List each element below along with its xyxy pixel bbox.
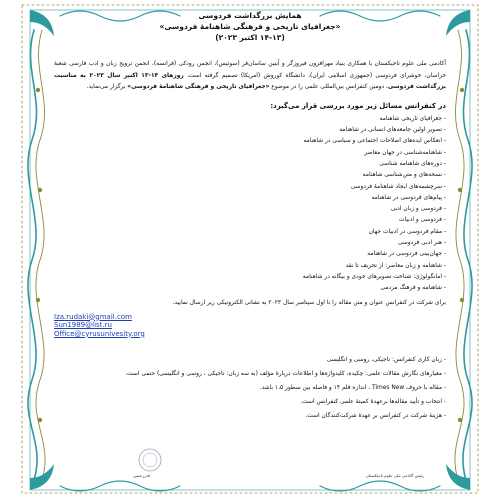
announcement <box>54 10 446 484</box>
intro-dates: روزهای ۱۴-۱۳ اکتبر سال ۲۰۲۳ به مناسبت بزرگداشت فردوسی <box>54 72 446 91</box>
topic-item: - شاهنامه‌شناسی در جهان معاصر <box>54 148 446 159</box>
email-link-rudaki[interactable]: Iza.rudaki@gmail.com <box>54 312 132 321</box>
topic-item: - شاهنامه و زبان معاصر: از تحریف تا نقد <box>54 261 446 272</box>
topic-item: - تصویر اولین جامعه‌های انسانی در شاهنامه <box>54 125 446 136</box>
intro-paragraph <box>54 59 446 94</box>
detail-item: - هزینۀ شرکت در کنفرانس بر عهدۀ شرکت‌کنندگان است. <box>54 410 446 424</box>
contact-emails <box>54 313 446 339</box>
topic-item: - پیام‌های فردوسی در شاهنامه <box>54 193 446 204</box>
detail-item: - انتخاب و تأیید مقاله‌ها برعهدۀ کمیتۀ علمی کنفرانس است. <box>54 396 446 410</box>
topic-item: - سرچشمه‌های ایجاد شاهنامۀ فردوسی <box>54 182 446 193</box>
submission-note: برای شرکت در کنفرانس عنوان و متن مقاله را تا اول سپتامبر سال ۲۰۲۳ به نشانی الکترونیکی زیر ارسال نمایید. <box>172 299 446 306</box>
conference-details <box>54 354 446 423</box>
topics-list <box>54 114 446 295</box>
conference-heading <box>54 10 446 43</box>
signatures <box>54 470 446 484</box>
topic-item: - هنر ادبی فردوسی <box>54 238 446 249</box>
intro-part-3: برگزار می‌نماید. <box>86 84 128 91</box>
topic-item: - جهان‌بینی فردوسی در شاهنامه <box>54 249 446 260</box>
detail-item: - زبان کاری کنفرانس: تاجیکی، روسی و انگلیسی <box>54 354 446 368</box>
email-link-office[interactable]: Office@cyrusunivesity.org <box>54 329 145 338</box>
heading-line-2: «جغرافیای تاریخی و فرهنگی شاهنامۀ فردوسی» <box>159 22 341 31</box>
signature-name: قدر‌رحیمی <box>132 473 150 478</box>
topic-item: - امانگولوژی: شناخت تصویرهای خودی و بیگانه در شاهنامه <box>54 272 446 283</box>
intro-part-2: ، دومین کنفرانس بین‌المللی علمی را در موضوع <box>269 84 388 91</box>
topic-item: - جغرافیای تاریخی شاهنامه <box>54 114 446 125</box>
topic-item: - شاهنامه و فرهنگ مردمی <box>54 283 446 294</box>
intro-part-1: آکادمی ملی علوم تاجیکستان با همکاری بنیاد مهرافزون فیروزگر و آیتین ساسان‌فر (سوئیس)، انجمن رودکی (فرانسه)، انجمن ترویج زبان و ادب فارسی شعبۀ خراسان، خوشرای فردوسی (جمهوری اسلامی ایران)، دانشگاه کوروش (امریکا) تصمیم گرفته است، <box>54 61 446 79</box>
topic-item: - فردوسی و زبان ادبی <box>54 204 446 215</box>
heading-dates: (۱۴-۱۳ اکتبر ۲۰۲۳) <box>215 33 285 42</box>
heading-line-1: همایش بزرگداشت فردوسی <box>198 11 302 20</box>
detail-item: - معیارهای نگارش مقالات علمی: چکیده، کلیدواژه‌ها و اطلاعات دربارۀ مؤلف (به سه زبان: تاجیکی ، روسی و انگلیسی) حتمی است. <box>54 368 446 382</box>
topic-item: - فردوسی و ادبیات <box>54 215 446 226</box>
detail-item: - مقاله با حروف Times New ، اندازه قلم ۱۴ و فاصله بین سطور ۱،۵ باشد. <box>54 382 446 396</box>
topic-item: - نسخه‌های و متن‌شناسی شاهنامه <box>54 170 446 181</box>
topics-heading: در کنفرانس مسائل زیر مورد بررسی قرار می‌گیرد: <box>270 101 446 110</box>
topic-item: - مقام فردوسی در ادبیات جهان <box>54 227 446 238</box>
topic-item: - دوره‌های شاهنامه شناسی <box>54 159 446 170</box>
email-link-list[interactable]: Sun1989@list.ru <box>54 321 112 330</box>
intro-topic: «جغرافیای تاریخی و فرهنگی شاهنامۀ فردوسی» <box>127 84 270 91</box>
topic-item: - انعکاس ایده‌های اصلاحات اجتماعی و سیاسی در شاهنامه <box>54 136 446 147</box>
signature-academy: رئیس آکادمی ملی علوم تاجیکستان <box>365 473 424 478</box>
